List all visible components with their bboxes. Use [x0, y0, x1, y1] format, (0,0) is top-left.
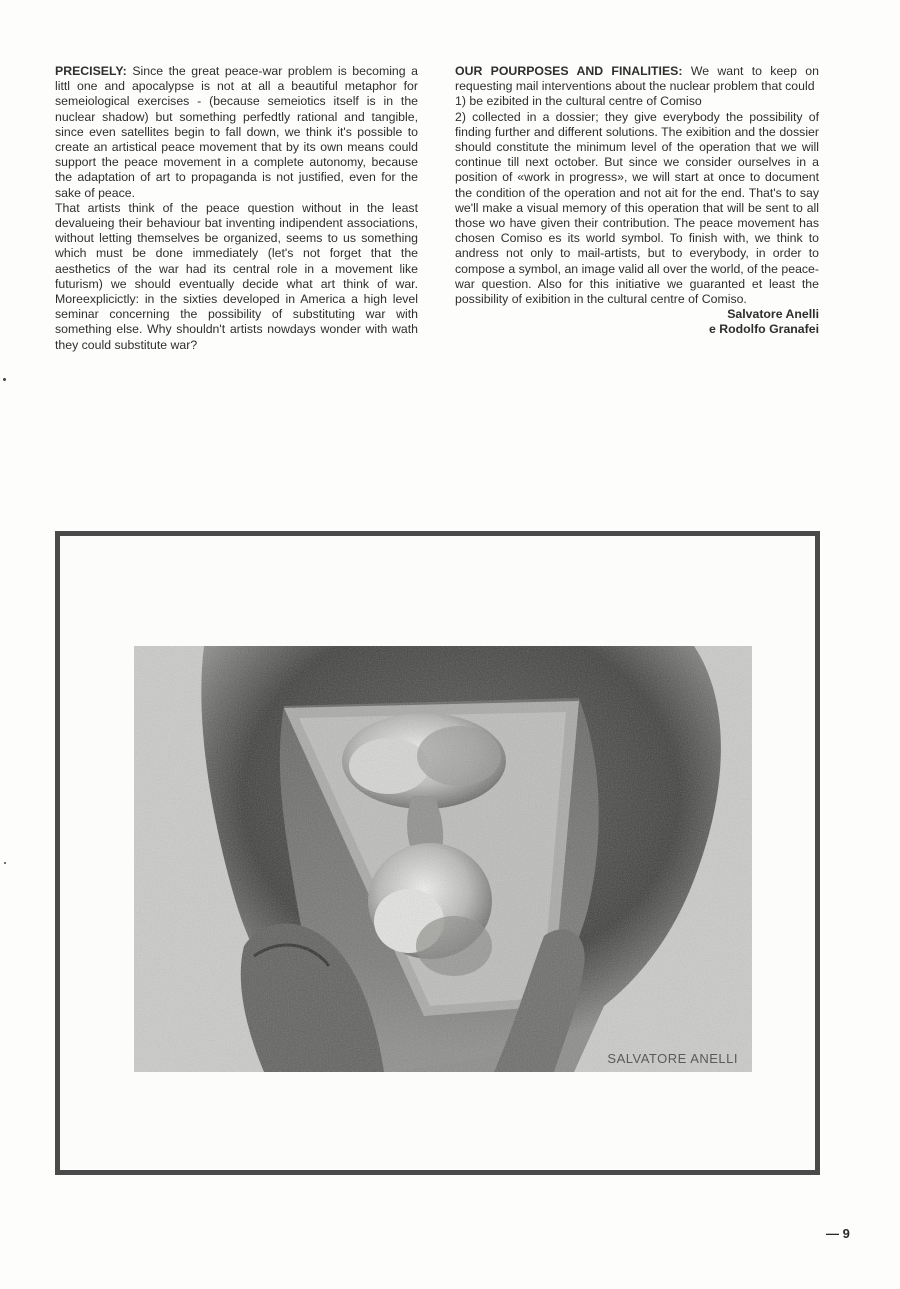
- artwork-signature: SALVATORE ANELLI: [607, 1051, 738, 1066]
- right-item-1: 1) be ezibited in the cultural centre of Comiso: [455, 94, 702, 109]
- left-paragraph-1-text: Since the great peace-war problem is becoming a littl one and apocalypse is not at all a beautiful metaphor for semeiological exercises - (because semeiotics itself is in the nuclear shadow) but something perfedtly rational and tangible, since even satellites begin to fall down, we think it's possible to create an artistical peace movement that by its own means could support the peace movement in a complete autonomy, because the adaptation of art to propaganda is not justified, even for the sake of peace.: [55, 64, 418, 200]
- precisely-heading: PRECISELY:: [55, 64, 127, 78]
- left-paragraph-2: That artists think of the peace question without in the least devalueing their behaviour bat inventing indipendent associations, without letting themselves be organized, seems to us something which must be done immediately (let's not forget that the aesthetics of the war had its central role in a movement like futurism) we should eventually decide what art think of war. Moreexplicictly: in the sixties developed in America a high level seminar concerning the possibility of substituting war with something else. Why shouldn't artists nowdays wonder with wath they could substitute war?: [55, 200, 418, 352]
- right-intro: [455, 64, 819, 94]
- purposes-heading: OUR POURPOSES AND FINALITIES:: [455, 64, 683, 78]
- artwork-frame: [55, 531, 820, 1175]
- left-column: [55, 64, 418, 353]
- left-paragraph-1: [55, 64, 418, 201]
- signature-line-1: Salvatore Anelli: [727, 307, 819, 322]
- signature-line-2: e Rodolfo Granafei: [709, 322, 819, 337]
- page-number: — 9: [826, 1226, 850, 1241]
- margin-speck: [3, 378, 6, 381]
- margin-speck: [4, 862, 6, 864]
- right-item-2: 2) collected in a dossier; they give everybody the possibility of finding further and different solutions. The exibition and the dossier should constitute the minimum level of the operation that we will continue till next october. But since we consider ourselves in a position of «work in progress», we will start at once to document the condition of the operation and not ait for the end. That's to say we'll make a visual memory of this operation that will be sent to all those wo have given their contribution. The peace movement has chosen Comiso es its world symbol. To finish with, we think to andress not only to mail-artists, but to everybody, in order to compose a symbol, an image valid all over the world, of the peace-war question. Also for this initiative we guaranted et least the possibility of exibition in the cultural centre of Comiso.: [455, 109, 819, 307]
- nuclear-mushroom-cloud-illustration: [134, 646, 752, 1072]
- right-column: [455, 64, 819, 338]
- artwork-image: [134, 646, 752, 1072]
- right-intro-text: We want to keep on requesting mail interventions about the nuclear problem that could: [455, 64, 819, 94]
